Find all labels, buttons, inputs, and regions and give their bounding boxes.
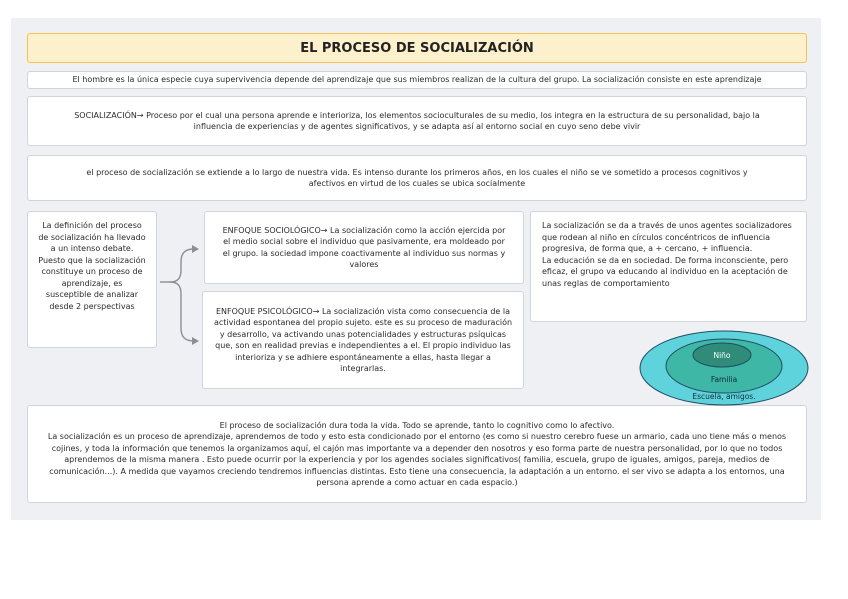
page-title: EL PROCESO DE SOCIALIZACIÓN	[27, 33, 807, 63]
psychological-box: ENFOQUE PSICOLÓGICO→ La socialización vista como consecuencia de la actividad espontanea del propio sujeto. este es su proceso de maduración y desarrollo, va activando unas potencialidades y estructuras psíquicas que, son en realidad previas e independientes a el. El propio individuo las interioriza y se adhiere espontáneamente a ellas, hasta llegar a integrarlas.	[202, 291, 524, 389]
perspectives-box: La definición del proceso de socialización ha llevado a un intenso debate. Puesto que la socialización constituye un proceso de aprendizaje, es susceptible de analizar desde 2 perspectivas	[27, 211, 157, 348]
intro-box: El hombre es la única especie cuya supervivencia depende del aprendizaje que sus miembros realizan de la cultura del grupo. La socialización consiste en este aprendizaje	[27, 71, 807, 89]
lifelong-box: el proceso de socialización se extiende a lo largo de nuestra vida. Es intenso durante los primeros años, en los cuales el niño se ve sometido a procesos cognitivos y afectivos en virtud de los cuales se ubica socialmente	[27, 155, 807, 201]
circle-label-school: Escuela, amigos.	[692, 392, 756, 401]
conclusion-line-2: La socialización es un proceso de aprendizaje, aprendemos de todo y esto esta condicionado por el entorno (es como si nuestro cerebro fuese un armario, cada uno tiene más o menos cojines, y toda la información que tenemos la organizamos aquí, el cajón mas importante va a depender den nosotros y eso forma parte de nuestra personalidad, por lo que no todos aprendemos de la misma manera . Esto puede ocurrir por la experiencia y por los agendes sociales significativos( familia, escuela, grupo de iguales, amigos, pareja, medios de comunicación...). A medida que vayamos creciendo tendremos influencias distintas. Esto tiene una consecuencia, la adaptación a un entorno. el ser vivo se adapta a los entornos, una persona aprende a como actuar en cada espacio.)	[47, 432, 787, 487]
agents-box: La socialización se da a través de unos agentes socializadores que rodean al niño en círculos concéntricos de influencia progresiva, de forma que, a + cercano, + influencia. La educación se da en sociedad. De forma inconsciente, pero eficaz, el grupo va educando al individuo en la aceptación de unas reglas de comportamiento	[530, 211, 807, 322]
circle-label-family: Familia	[710, 375, 738, 384]
circle-label-child: Niño	[713, 351, 731, 360]
sociological-box: ENFOQUE SOCIOLÓGICO→ La socialización como la acción ejercida por el medio social sobre el individuo que pasivamente, era moldeado por el grupo. la sociedad impone coactivamente al individuo sus normas y valores	[204, 211, 524, 284]
conclusion-line-1: El proceso de socialización dura toda la vida. Todo se aprende, tanto lo cognitivo como lo afectivo.	[219, 420, 615, 430]
definition-box: SOCIALIZACIÓN→ Proceso por el cual una persona aprende e interioriza, los elementos socioculturales de su medio, los integra en la estructura de su personalidad, bajo la influencia de experiencias y de agentes significativos, y se adapta así al entorno social en cuyo seno debe vivir	[27, 96, 807, 146]
